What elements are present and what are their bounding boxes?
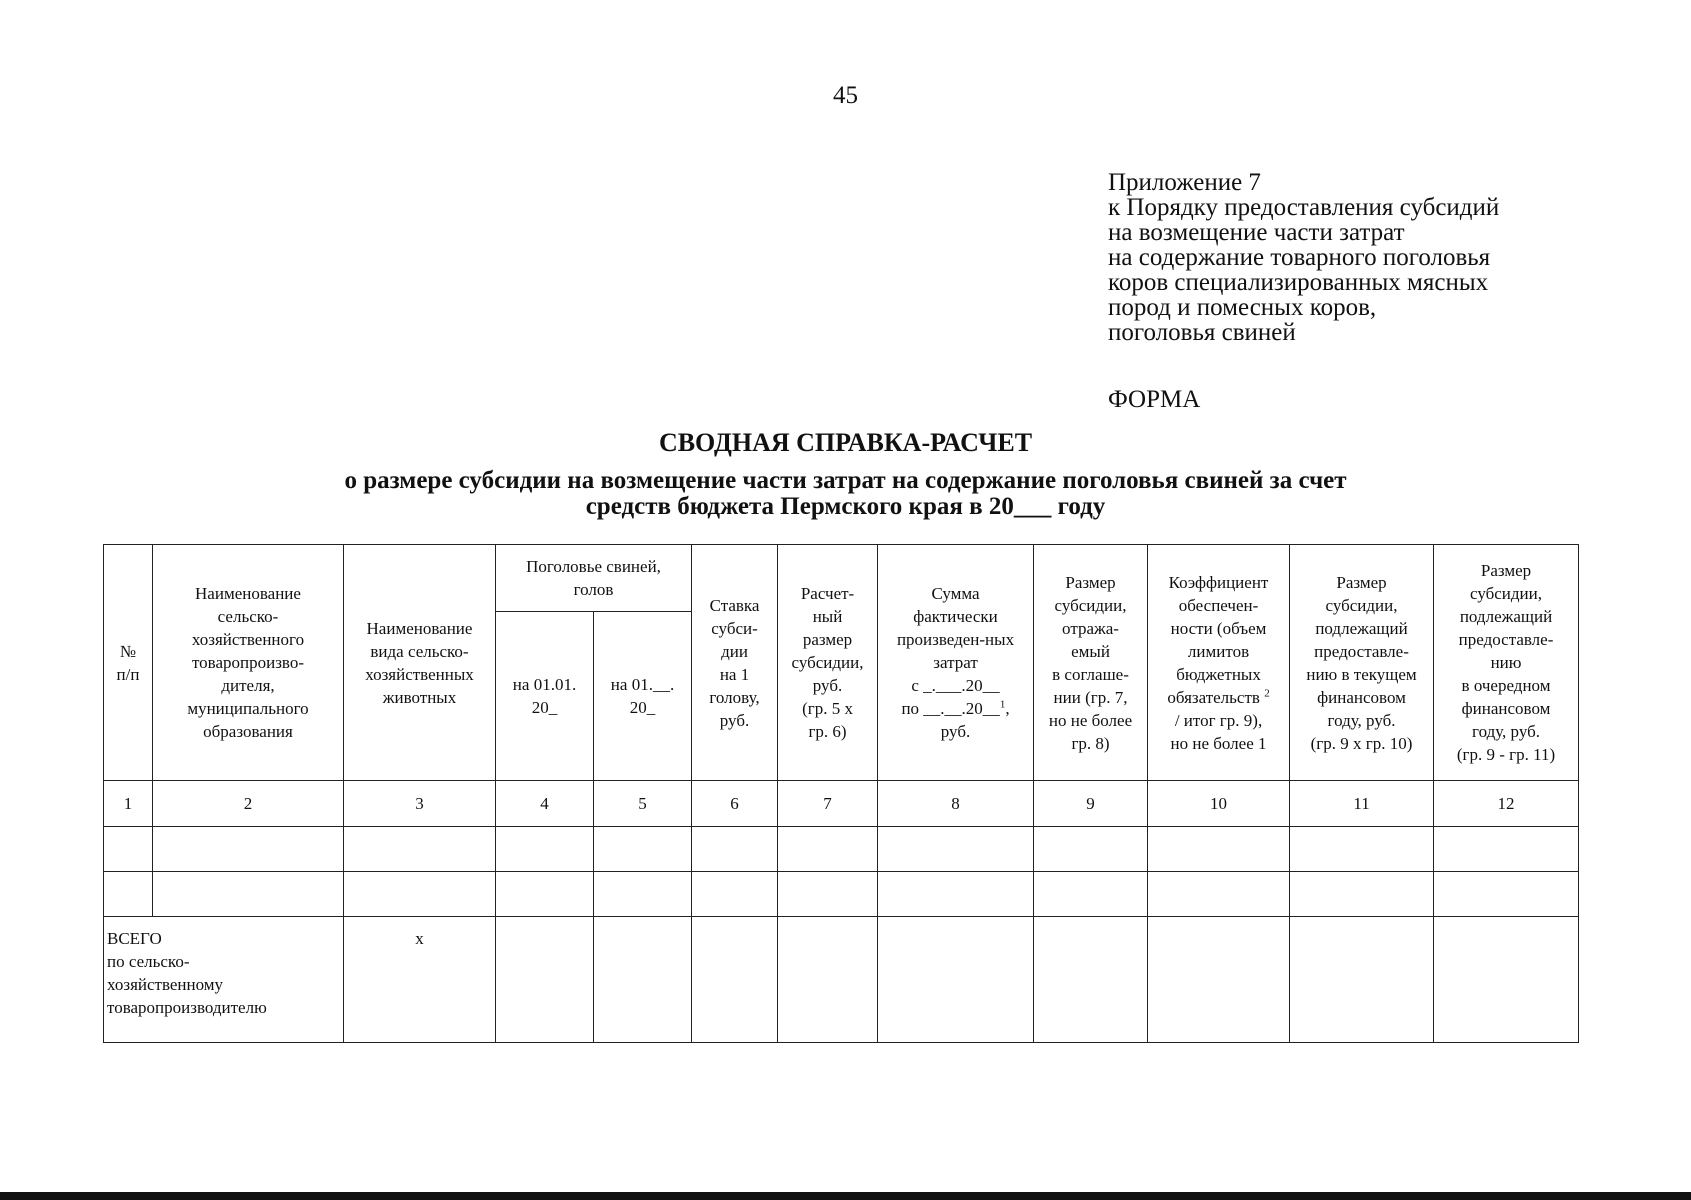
- table-cell: [1034, 827, 1148, 872]
- column-number: 3: [344, 781, 496, 827]
- column-number: 2: [153, 781, 344, 827]
- column-number: 9: [1034, 781, 1148, 827]
- appendix-block: [1108, 170, 1668, 345]
- total-row: [104, 917, 1579, 1043]
- header-group-livestock: Поголовье свиней, голов: [496, 545, 692, 612]
- table-cell: [692, 917, 778, 1043]
- table-cell: [153, 827, 344, 872]
- total-label: ВСЕГО по сельско- хозяйственному товаропроизводителю: [104, 917, 344, 1043]
- table-cell: [1290, 827, 1434, 872]
- table-cell: [692, 827, 778, 872]
- header-col-1: № п/п: [104, 545, 153, 781]
- page-number: 45: [833, 82, 858, 109]
- header-col-6: Ставка субси- дии на 1 голову, руб.: [692, 545, 778, 781]
- appendix-line: на содержание товарного поголовья: [1108, 244, 1491, 271]
- header-col-7: Расчет- ный размер субсидии, руб. (гр. 5 х гр. 6): [778, 545, 878, 781]
- column-number: 5: [594, 781, 692, 827]
- column-number-row: [104, 781, 1579, 827]
- column-number: 12: [1434, 781, 1579, 827]
- header-col-2: Наименование сельско- хозяйственного товаропроизво- дителя, муниципального образования: [153, 545, 344, 781]
- table-cell: [1290, 872, 1434, 917]
- table-cell: [594, 827, 692, 872]
- table-cell: [104, 872, 153, 917]
- column-number: 8: [878, 781, 1034, 827]
- column-number: 1: [104, 781, 153, 827]
- appendix-line: Приложение 7: [1108, 169, 1261, 196]
- table-cell: [1434, 827, 1579, 872]
- table-cell: [104, 827, 153, 872]
- table-cell: [1434, 917, 1579, 1043]
- subtitle-line-2: средств бюджета Пермского края в 20___ году: [585, 493, 1106, 520]
- total-col-3-mark: х: [344, 917, 496, 1043]
- scan-edge-bar: [0, 1192, 1691, 1200]
- table-cell: [344, 827, 496, 872]
- table-cell: [1148, 917, 1290, 1043]
- header-col-3: Наименование вида сельско- хозяйственных животных: [344, 545, 496, 781]
- table-cell: [1148, 827, 1290, 872]
- table-cell: [692, 872, 778, 917]
- appendix-line: коров специализированных мясных: [1108, 269, 1489, 296]
- appendix-line: к Порядку предоставления субсидий: [1108, 194, 1500, 221]
- table-row: [104, 872, 1579, 917]
- header-col-4: на 01.01. 20_: [496, 612, 594, 781]
- header-col-10: Коэффициент обеспечен- ности (объем лимитов бюджетных обязательств $^2$ / итог гр. 9), но не более 1: [1148, 545, 1290, 781]
- table-cell: [1034, 917, 1148, 1043]
- appendix-line: на возмещение части затрат: [1108, 219, 1405, 246]
- column-number: 11: [1290, 781, 1434, 827]
- column-number: 6: [692, 781, 778, 827]
- subtitle-line-1: о размере субсидии на возмещение части затрат на содержание поголовья свиней за счет: [344, 467, 1347, 494]
- table-header-row: [104, 545, 1579, 612]
- table-cell: [153, 872, 344, 917]
- table-cell: [344, 872, 496, 917]
- header-col-9: Размер субсидии, отража- емый в соглаше- нии (гр. 7, но не более гр. 8): [1034, 545, 1148, 781]
- table-cell: [1148, 872, 1290, 917]
- footnote-mark-1: 1: [999, 698, 1006, 711]
- header-col-11: Размер субсидии, подлежащий предоставле- нию в текущем финансовом году, руб. (гр. 9 х гр. 10): [1290, 545, 1434, 781]
- table-cell: [496, 917, 594, 1043]
- table-cell: [878, 827, 1034, 872]
- document-subtitle: [0, 468, 1691, 520]
- table-cell: [778, 872, 878, 917]
- table-cell: [1034, 872, 1148, 917]
- table-cell: [778, 827, 878, 872]
- header-col-12: Размер субсидии, подлежащий предоставле- нию в очередном финансовом году, руб. (гр. 9 - гр. 11): [1434, 545, 1579, 781]
- table-cell: [878, 917, 1034, 1043]
- table-cell: [1434, 872, 1579, 917]
- column-number: 7: [778, 781, 878, 827]
- appendix-line: поголовья свиней: [1108, 319, 1296, 346]
- header-col-8: Сумма фактически произведен-ных затрат с _.___.20__ по __.__.20__$^1$, руб.: [878, 545, 1034, 781]
- calculation-table: [103, 544, 1579, 1043]
- table-cell: [496, 872, 594, 917]
- document-title: СВОДНАЯ СПРАВКА-РАСЧЕТ: [658, 428, 1033, 457]
- table-cell: [594, 872, 692, 917]
- table-cell: [1290, 917, 1434, 1043]
- appendix-line: пород и помесных коров,: [1108, 294, 1377, 321]
- table-row: [104, 827, 1579, 872]
- table-cell: [878, 872, 1034, 917]
- header-col-5: на 01.__. 20_: [594, 612, 692, 781]
- form-label: ФОРМА: [1108, 386, 1201, 413]
- table-cell: [496, 827, 594, 872]
- table-cell: [778, 917, 878, 1043]
- table-cell: [594, 917, 692, 1043]
- column-number: 4: [496, 781, 594, 827]
- footnote-mark-2: 2: [1264, 686, 1270, 699]
- column-number: 10: [1148, 781, 1290, 827]
